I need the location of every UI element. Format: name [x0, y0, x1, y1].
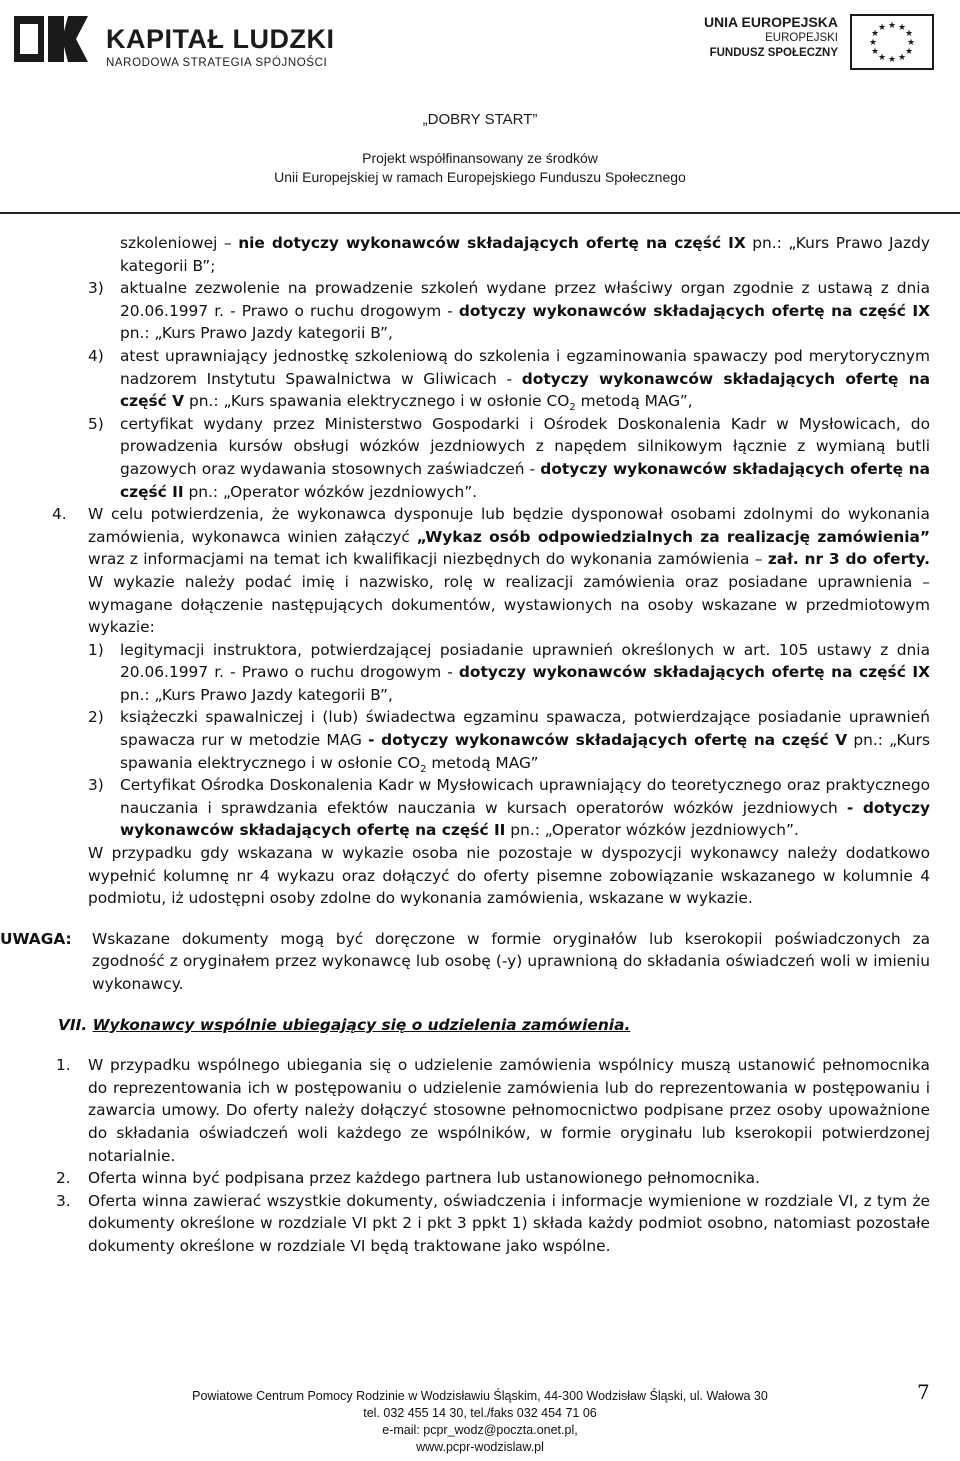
svg-text:★: ★ — [897, 53, 907, 63]
section-point-3 — [56, 1190, 930, 1258]
svg-text:★: ★ — [870, 47, 880, 57]
spacer — [0, 1036, 960, 1054]
list-item-text: legitymacji instruktora, potwierdzającej posiadanie uprawnień określonych w art. 105 ustawy z dnia 20.06.1997 r. - Prawo o ruchu drogowym - — [120, 640, 930, 682]
list-item-tail: pn.: „Operator wózków jezdniowych”. — [505, 821, 799, 840]
eu-flag-icon — [850, 14, 934, 70]
sub-item-1 — [88, 639, 930, 707]
list-number: 3) — [88, 776, 104, 795]
continuation-text: szkoleniowej – — [120, 234, 232, 252]
svg-text:★: ★ — [887, 55, 897, 65]
continuation-tail: pn.: „Kurs — [745, 234, 830, 252]
cofinance-line2: Unii Europejskiej w ramach Europejskiego Funduszu Społecznego — [274, 169, 686, 185]
point-text: W przypadku wspólnego ubiegania się o udzielenie zamówienia wspólnicy muszą ustanowić pełnomocnika do reprezentowania ich w postępowaniu o udzielenie zamówienia lub do reprezentowania w postępowaniu i zawarcia umowy. Do oferty należy dołączyć stosowne pełnomocnictwo podpisane przez osoby upoważnione do składania oświadczeń woli każdego ze wspólników, w formie oryginału lub kserokopii potwierdzonej notarialnie. — [88, 1056, 930, 1165]
section-title: Wykonawcy wspólnie ubiegający się o udzielenia zamówienia. — [92, 1015, 631, 1034]
section-point-2 — [56, 1167, 930, 1190]
list-number: 4) — [88, 346, 104, 365]
svg-text:★: ★ — [904, 29, 914, 39]
svg-text:★: ★ — [906, 38, 916, 48]
spacer — [0, 910, 960, 928]
note-text: Wskazane dokumenty mogą być doręczone w formie oryginałów lub kserokopii poświadczonych za zgodność z oryginałem przez wykonawcę lub osobę (-y) uprawnioną do składania oświadczeń woli w imieniu wykonawcy. — [92, 929, 930, 993]
list-item-tail: pn.: „Kurs Prawo Jazdy kategorii B”, — [120, 324, 393, 343]
list-item-bold: - dotyczy wykonawców składających ofertę na część V — [368, 731, 848, 750]
eu-logo-line3: FUNDUSZ SPOŁECZNY — [709, 47, 838, 59]
list-item-bold: - dotyczy wykonawców składających ofertę na część II — [120, 798, 930, 840]
continuation-line2: Prawo Jazdy kategorii B”; — [120, 234, 930, 275]
list-item-tail: pn.: „Kurs Prawo Jazdy kategorii B”, — [120, 685, 393, 704]
cofinance-line1: Projekt współfinansowany ze środków — [362, 150, 598, 166]
point-number: 1. — [56, 1056, 71, 1075]
list-item-tail-end: metodą MAG”, — [575, 392, 693, 411]
note-paragraph — [0, 928, 930, 996]
list-item-tail: pn.: „Operator wózków jezdniowych”. — [183, 482, 478, 501]
svg-text:★: ★ — [877, 23, 887, 33]
eu-logo-text — [704, 14, 838, 61]
kapital-ludzki-subtitle: NARODOWA STRATEGIA SPÓJNOŚCI — [106, 57, 328, 69]
section-number: VII. — [58, 1015, 88, 1034]
point-number: 3. — [56, 1191, 71, 1210]
footer-phone: tel. 032 455 14 30, tel./faks 032 454 71 06 — [363, 1406, 597, 1420]
list-item-bold: dotyczy wykonawców składających ofertę na część IX — [458, 663, 930, 682]
svg-text:★: ★ — [897, 23, 907, 33]
eu-logo — [700, 14, 950, 74]
kapital-ludzki-logo — [12, 10, 335, 70]
spacer — [0, 996, 960, 1014]
point-text: Oferta winna zawierać wszystkie dokumenty, oświadczenia i informacje wymienione w rozdziale VI, z tym że dokumenty określone w rozdziale VI pkt 2 i pkt 3 ppkt 1) składa każdy podmiot osobno, natomiast pozostałe dokumenty określone w rozdziale VI będą traktowane jako wspólne. — [88, 1191, 930, 1255]
list-number: 3) — [88, 279, 104, 298]
svg-text:★: ★ — [870, 29, 880, 39]
list-item-3 — [88, 277, 930, 345]
footer-website: www.pcpr-wodzislaw.pl — [416, 1440, 544, 1454]
list-item-text: Certyfikat Ośrodka Doskonalenia Kadr w Mysłowicach uprawniający do teoretycznego oraz praktycznego nauczania i sprawdzania efektów nauczania w kursach operatorów wózków jezdniowych — [120, 776, 930, 817]
point-number: 4. — [52, 505, 67, 524]
note-label: UWAGA: — [0, 929, 72, 948]
svg-text:★: ★ — [887, 21, 897, 31]
point-text-b: wraz z informacjami na temat ich kwalifikacji niezbędnych do wykonania zamówienia – — [88, 550, 763, 569]
page-number: 7 — [917, 1380, 930, 1404]
header-divider — [0, 212, 960, 214]
sub-item-3 — [88, 774, 930, 842]
point-4-tail: W przypadku gdy wskazana w wykazie osoba nie pozostaje w dyspozycji wykonawcy należy dodatkowo wypełnić kolumnę nr 4 wykazu oraz dołączyć do oferty pisemne zobowiązanie wskazanego w kolumnie 4 podmiotu, iż udostępni osoby zdolne do wykonania zamówienia, wskazane w wykazie. — [88, 844, 930, 908]
list-item-text: certyfikat wydany przez Ministerstwo Gospodarki i Ośrodek Doskonalenia Kadr w Mysłowicach, do prowadzenia kursów obsługi wózków jezdniowych z napędem silnikowym łącznie z wymianą butli gazowych oraz wydawania stosownych zaświadczeń - — [120, 414, 930, 478]
list-item-text: aktualne zezwolenie na prowadzenie szkoleń wydane przez właściwy organ zgodnie z ustawą z dnia 20.06.1997 r. - Prawo o ruchu drogowym - — [120, 279, 930, 320]
eu-logo-line2: EUROPEJSKI — [765, 32, 838, 44]
point-4 — [52, 503, 930, 639]
page-header — [0, 0, 960, 220]
section-heading — [0, 1014, 960, 1037]
continuation-bold: nie dotyczy wykonawców składających ofertę na część IX — [238, 234, 746, 252]
section-point-1 — [56, 1054, 930, 1167]
point-bold-title: „Wykaz osób odpowiedzialnych za realizację zamówienia” — [416, 527, 930, 546]
list-number: 1) — [88, 640, 104, 659]
footer-email: e-mail: pcpr_wodz@poczta.onet.pl, — [382, 1423, 578, 1437]
subscript: 2 — [420, 763, 427, 775]
point-number: 2. — [56, 1169, 71, 1188]
footer-address: Powiatowe Centrum Pomocy Rodzinie w Wodzisławiu Śląskim, 44-300 Wodzisław Śląski, ul. Wałowa 30 — [192, 1389, 768, 1403]
list-item-tail: pn.: „Kurs spawania elektrycznego i w osłonie CO — [120, 731, 930, 772]
eu-logo-line1: UNIA EUROPEJSKA — [703, 14, 838, 30]
list-item-bold: dotyczy wykonawców składających ofertę na część IX — [458, 301, 930, 320]
document-body — [0, 232, 960, 1258]
svg-text:★: ★ — [904, 47, 914, 57]
list-number: 5) — [88, 414, 104, 433]
list-number: 2) — [88, 708, 104, 727]
point-bold-ref: zał. nr 3 do oferty. — [767, 550, 930, 569]
list-item-bold: dotyczy wykonawców składających ofertę na część V — [120, 369, 930, 411]
list-item-5 — [88, 413, 930, 503]
point-text-c: W wykazie należy podać imię i nazwisko, rolę w realizacji zamówienia oraz posiadane uprawnienia – wymagane dołączenie następujących dokumentów, wystawionych na osoby wskazane w przedmiotowym wykazie: — [88, 572, 930, 637]
list-item-4 — [88, 345, 930, 414]
list-item-tail-end: metodą MAG” — [426, 753, 539, 772]
subscript: 2 — [569, 402, 576, 414]
point-text: Oferta winna być podpisana przez każdego partnera lub ustanowionego pełnomocnika. — [88, 1169, 760, 1188]
continuation-paragraph — [120, 232, 930, 277]
svg-text:★: ★ — [877, 53, 887, 63]
list-item-tail: pn.: „Kurs spawania elektrycznego i w osłonie CO — [184, 392, 570, 411]
list-item-text: atest uprawniający jednostkę szkoleniową do szkolenia i egzaminowania spawaczy pod merytorycznym nadzorem Instytutu Spawalnictwa w Gliwicach - — [120, 346, 930, 388]
list-item-text: książeczki spawalniczej i (lub) świadectwa egzaminu spawacza, potwierdzające posiadanie uprawnień spawacza rur w metodzie MAG — [120, 708, 930, 750]
point-text: W celu potwierdzenia, że wykonawca dysponuje lub będzie dysponował osobami zdolnymi do wykonania zamówienia, wykonawca winien załączyć — [88, 505, 930, 546]
list-item-bold: dotyczy wykonawców składających ofertę na część II — [120, 459, 930, 501]
kapital-ludzki-emblem-icon — [12, 12, 90, 66]
svg-text:★: ★ — [868, 38, 878, 48]
sub-item-2 — [88, 706, 930, 775]
page-footer — [0, 1388, 960, 1456]
kapital-ludzki-title: KAPITAŁ LUDZKI — [106, 24, 335, 54]
project-name: „DOBRY START” — [422, 111, 538, 128]
